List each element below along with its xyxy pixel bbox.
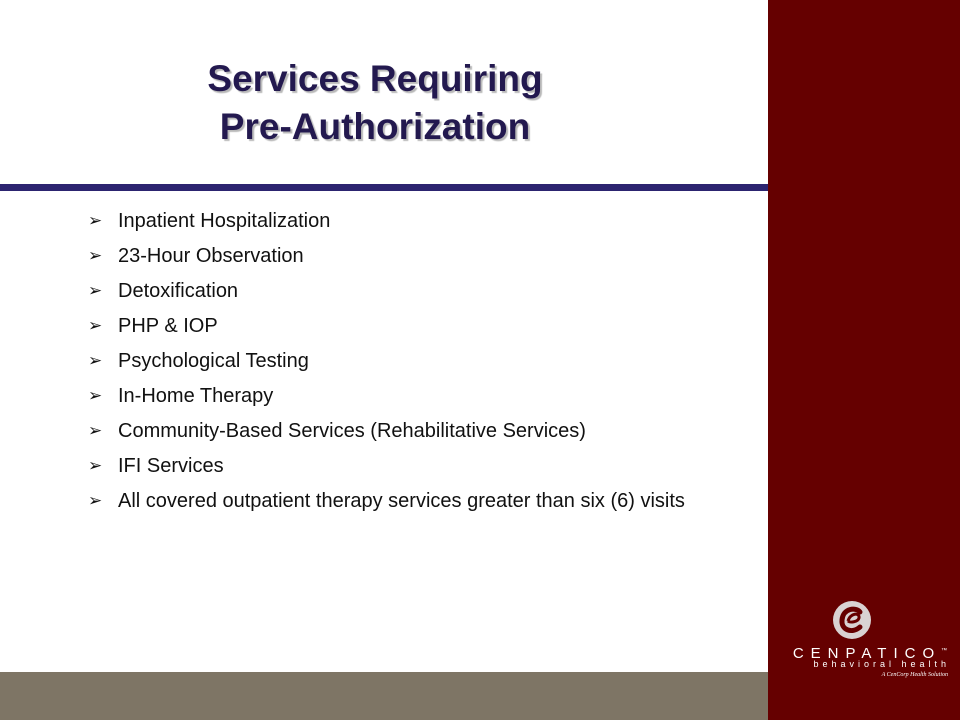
arrow-bullet-icon: ➢ (88, 281, 103, 300)
list-item (88, 280, 758, 302)
slide-title-line-1: Services Requiring (207, 58, 543, 99)
list-item (88, 245, 758, 267)
slide-title-line-2: Pre-Authorization (219, 106, 531, 147)
arrow-bullet-icon: ➢ (88, 421, 103, 440)
arrow-bullet-icon: ➢ (88, 491, 103, 510)
bottom-bar (0, 672, 768, 720)
cenpatico-logo (790, 598, 950, 688)
list-item-text: Psychological Testing (118, 350, 309, 372)
services-list (88, 210, 758, 525)
arrow-bullet-icon: ➢ (88, 246, 103, 265)
list-item (88, 210, 758, 232)
arrow-bullet-icon: ➢ (88, 316, 103, 335)
list-item (88, 490, 758, 512)
logo-name: CENPATICO™ (792, 645, 948, 662)
list-item (88, 315, 758, 337)
list-item-text: Community-Based Services (Rehabilitative Services) (118, 420, 586, 442)
arrow-bullet-icon: ➢ (88, 456, 103, 475)
arrow-bullet-icon: ➢ (88, 211, 103, 230)
list-item-text: All covered outpatient therapy services greater than six (6) visits (118, 490, 685, 512)
logo-tagline: A CenCorp Health Solution (881, 672, 948, 678)
title-divider (0, 184, 768, 191)
list-item (88, 385, 758, 407)
list-item-text: Inpatient Hospitalization (118, 210, 331, 232)
arrow-bullet-icon: ➢ (88, 386, 103, 405)
list-item-text: In-Home Therapy (118, 385, 274, 407)
slide-title (90, 55, 660, 151)
list-item (88, 420, 758, 442)
list-item-text: 23-Hour Observation (118, 245, 304, 267)
list-item-text: PHP & IOP (118, 315, 218, 337)
logo-subtitle: behavioral health (813, 659, 950, 669)
arrow-bullet-icon: ➢ (88, 351, 103, 370)
cenpatico-c-logo-icon (830, 598, 874, 642)
list-item-text: Detoxification (118, 280, 239, 302)
list-item-text: IFI Services (118, 455, 224, 477)
list-item (88, 350, 758, 372)
list-item (88, 455, 758, 477)
